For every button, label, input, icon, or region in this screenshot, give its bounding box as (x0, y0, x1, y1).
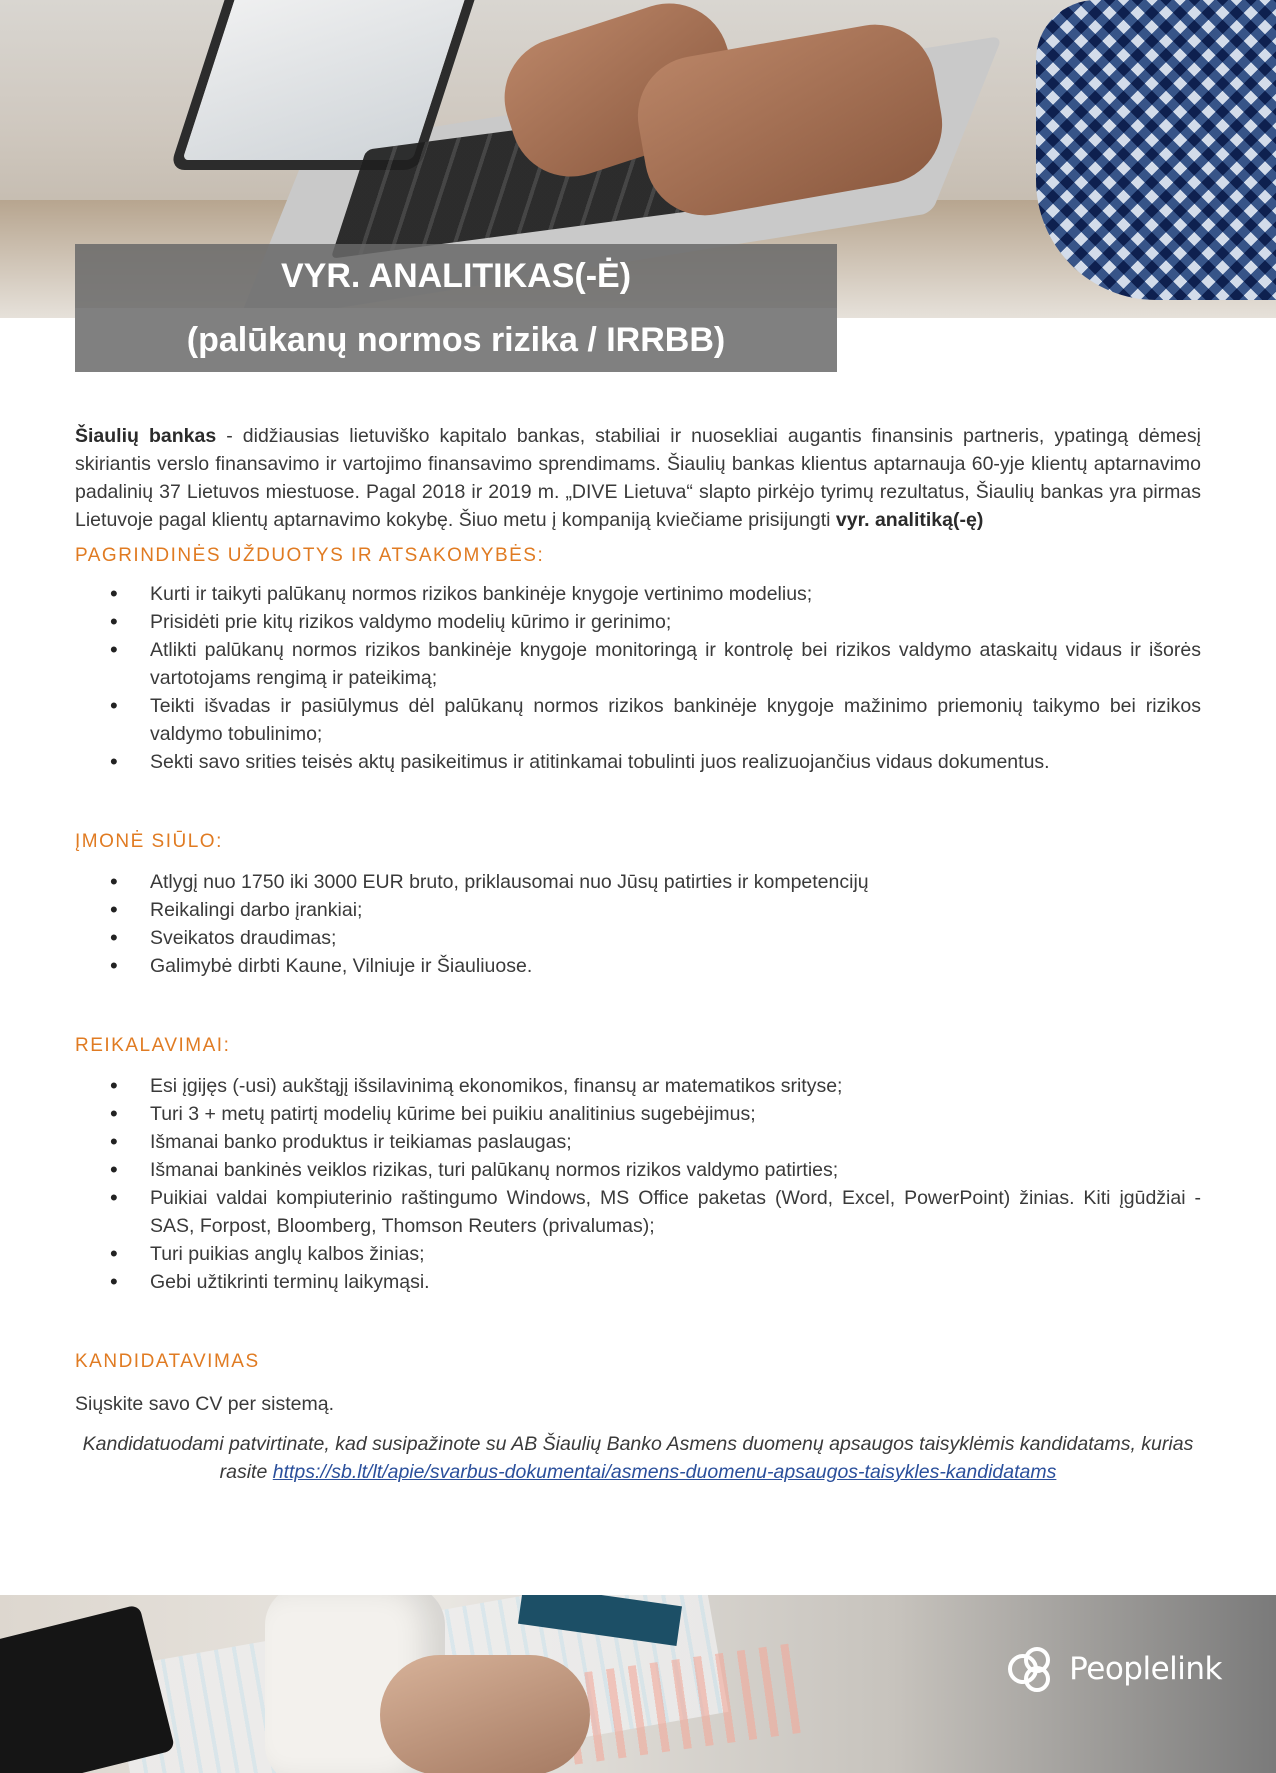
job-title-box (75, 244, 837, 372)
intro-text: - didžiausias lietuviško kapitalo bankas, stabiliai ir nuosekliai augantis finansinis partneris, ypatingą dėmesį skiriantis verslo finansavimo ir vartojimo finansavimo sprendimams. Šiaulių bankas klientus aptarnauja 60-yje klientų aptarnavimo padalinių 37 Lietuvos miestuose. Pagal 2018 ir 2019 m. „DIVE Lietuva“ slapto pirkėjo tyrimų rezultatus, Šiaulių bankas yra pirmas Lietuvoje pagal klientų aptarnavimo kokybę. Šiuo metu į kompaniją kviečiame prisijungti (75, 425, 1201, 531)
list-item: • Atlikti palūkanų normos rizikos bankinėje knygoje monitoringą ir kontrolę bei rizikos valdymo ataskaitų vidaus ir išorės vartotojams rengimą ir pateikimą; (150, 636, 1201, 692)
privacy-policy-link[interactable]: https://sb.lt/lt/apie/svarbus-dokumentai/asmens-duomenu-apsaugos-taisykles-kandidatams (272, 1461, 1057, 1483)
list-item: • Esi įgijęs (-usi) aukštąjį išsilavinimą ekonomikos, finansų ar matematikos srityse; (150, 1072, 1201, 1100)
job-title: VYR. ANALITIKAS(-Ė) (75, 244, 837, 308)
duties-heading: PAGRINDINĖS UŽDUOTYS IR ATSAKOMYBĖS: (75, 545, 545, 566)
list-item: • Gebi užtikrinti terminų laikymąsi. (150, 1268, 1201, 1296)
privacy-note (75, 1430, 1201, 1486)
peoplelink-logo-icon (1003, 1642, 1057, 1696)
job-subtitle: (palūkanų normos rizika / IRRBB) (75, 308, 837, 372)
logo-text: Peoplelink (1069, 1651, 1222, 1687)
list-item: • Teikti išvadas ir pasiūlymus dėl palūkanų normos rizikos bankinėje knygoje mažinimo priemonių taikymo bei rizikos valdymo tobulinimo; (150, 692, 1201, 748)
list-item: • Kurti ir taikyti palūkanų normos rizikos bankinėje knygoje vertinimo modelius; (150, 580, 1201, 608)
intro-paragraph (75, 422, 1201, 534)
hand-image (380, 1655, 590, 1773)
privacy-note-text: Kandidatuodami patvirtinate, kad susipažinote su AB Šiaulių Banko Asmens duomenų apsaugos taisyklėmis kandidatams, kurias rasite (82, 1433, 1194, 1483)
requirements-list (75, 1072, 1201, 1296)
offers-heading: ĮMONĖ SIŪLO: (75, 831, 223, 852)
list-item: • Išmanai bankinės veiklos rizikas, turi palūkanų normos rizikos valdymo patirties; (150, 1156, 1201, 1184)
duties-list (75, 580, 1201, 776)
list-item: • Turi 3 + metų patirtį modelių kūrime bei puikiu analitinius sugebėjimus; (150, 1100, 1201, 1128)
list-item: • Prisidėti prie kitų rizikos valdymo modelių kūrimo ir gerinimo; (150, 608, 1201, 636)
requirements-heading: REIKALAVIMAI: (75, 1035, 231, 1056)
shirt-sleeve (1036, 0, 1276, 300)
apply-heading: KANDIDATAVIMAS (75, 1351, 260, 1372)
company-name: Šiaulių bankas (75, 425, 217, 447)
list-item: • Galimybė dirbti Kaune, Vilniuje ir Šiauliuose. (150, 952, 1201, 980)
main-content (75, 422, 1201, 1486)
list-item: • Išmanai banko produktus ir teikiamas paslaugas; (150, 1128, 1201, 1156)
peoplelink-logo (1003, 1642, 1222, 1696)
list-item: • Atlygį nuo 1750 iki 3000 EUR bruto, priklausomai nuo Jūsų patirties ir kompetencijų (150, 868, 1201, 896)
offers-list (75, 868, 1201, 980)
list-item: • Reikalingi darbo įrankiai; (150, 896, 1201, 924)
list-item: • Sekti savo srities teisės aktų pasikeitimus ir atitinkamai tobulinti juos realizuojančius vidaus dokumentus. (150, 748, 1201, 776)
list-item: • Turi puikias anglų kalbos žinias; (150, 1240, 1201, 1268)
list-item: • Puikiai valdai kompiuterinio raštingumo Windows, MS Office paketas (Word, Excel, PowerPoint) žinias. Kiti įgūdžiai - SAS, Forpost, Bloomberg, Thomson Reuters (privalumas); (150, 1184, 1201, 1240)
tablet-image (0, 1604, 175, 1773)
apply-text: Siųskite savo CV per sistemą. (75, 1393, 335, 1415)
position-name: vyr. analitiką(-ę) (835, 509, 984, 531)
list-item: • Sveikatos draudimas; (150, 924, 1201, 952)
